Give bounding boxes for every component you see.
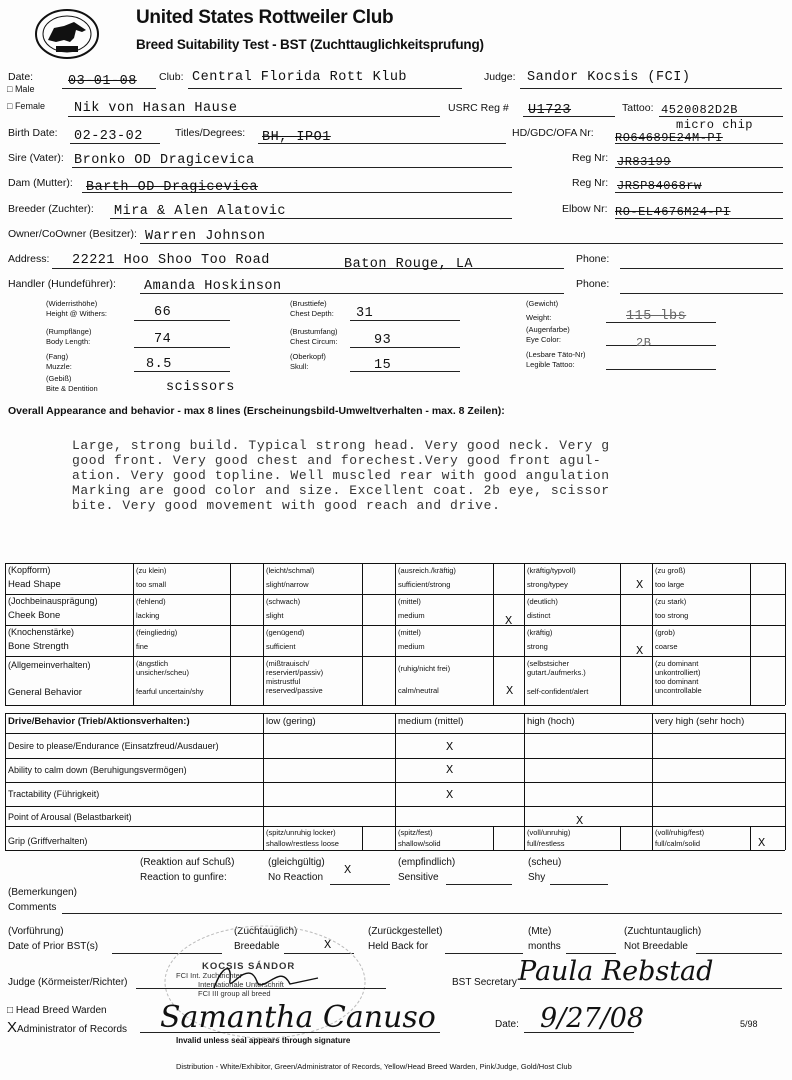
traits-divider	[5, 594, 785, 595]
trait-option	[266, 597, 300, 620]
drive-divider	[5, 782, 785, 783]
drive-col	[652, 713, 653, 850]
bite-de: (Gebiß)	[46, 374, 72, 383]
tattoo-value: 4520082D2B	[661, 103, 739, 117]
club-logo	[34, 8, 100, 60]
drive-mark: X	[576, 814, 584, 828]
dam-reg-value: JRSP84068rw	[617, 179, 702, 193]
head-warden-checkbox: □ Head Breed Warden	[7, 1005, 107, 1016]
option-en: lacking	[136, 611, 160, 620]
option-de: (zu groß)	[655, 566, 686, 575]
trait-option	[136, 628, 177, 651]
trait-option	[655, 659, 702, 695]
traits-divider	[5, 625, 785, 626]
not-breedable-en: Not Breedable	[624, 941, 688, 952]
appearance-line: ation. Very good topline. Well muscled rear with good angulation	[72, 468, 610, 483]
drive-divider	[5, 733, 785, 734]
length-de: (Rumpflänge)	[46, 327, 92, 336]
option-en: too small	[136, 580, 167, 589]
traits-border	[5, 705, 785, 706]
option-de: (spitz/fest)	[398, 828, 433, 837]
option-de: (kräftig)	[527, 628, 553, 637]
form-code: 5/98	[740, 1019, 758, 1029]
muzzle-value: 8.5	[146, 357, 172, 372]
handler-label: Handler (Hundeführer):	[8, 278, 116, 290]
date-value: 03-01-08	[68, 74, 137, 89]
option-de: gutart./aufmerks.)	[527, 668, 586, 677]
gunfire-o2-de: (empfindlich)	[398, 857, 456, 868]
eye-value: 2B	[636, 336, 652, 350]
traits-border	[5, 563, 6, 705]
judge-sign-label: Judge (Körmeister/Richter)	[8, 977, 128, 988]
option-de: reserviert/passiv)	[266, 668, 324, 677]
elbow-value: RO-EL4676M24-PI	[615, 205, 731, 219]
birth-label: Birth Date:	[8, 127, 58, 139]
owner-label: Owner/CoOwner (Besitzer):	[8, 228, 137, 240]
gunfire-o3-line	[550, 884, 608, 885]
address-label: Address:	[8, 253, 50, 265]
trait-option	[655, 628, 678, 651]
titles-label: Titles/Degrees:	[175, 127, 246, 139]
trait-option	[398, 628, 425, 651]
drive-heading: Drive/Behavior (Trieb/Aktionsverhalten:)	[8, 716, 190, 727]
stamp-line: Internationale Unterschrift	[198, 980, 284, 989]
grip-option	[527, 828, 570, 848]
administrator-row	[7, 1019, 127, 1036]
drive-row-label: Point of Arousal (Belastbarkeit)	[8, 812, 132, 822]
club-label: Club:	[159, 71, 184, 83]
option-en: too large	[655, 580, 685, 589]
judge-value: Sandor Kocsis (FCI)	[527, 70, 691, 85]
drive-col-low: low (gering)	[266, 716, 316, 727]
club-line	[188, 88, 462, 89]
sire-reg-label: Reg Nr:	[572, 152, 609, 164]
option-de: (feingliedrig)	[136, 628, 178, 637]
option-en: mistrustful	[266, 677, 301, 686]
drive-row-label: Desire to please/Endurance (Einsatzfreud/Ausdauer)	[8, 741, 219, 751]
administrator-mark: X	[7, 1019, 18, 1036]
trait-option	[655, 597, 688, 620]
trait-option	[527, 628, 552, 651]
handler-value: Amanda Hoskinson	[144, 279, 282, 294]
circ-label: Chest Circum:	[290, 337, 338, 346]
breedable-mark: X	[324, 938, 332, 952]
trait-option	[136, 566, 166, 589]
trait-option	[398, 566, 456, 589]
dog-name: Nik von Hasan Hause	[74, 101, 238, 116]
traits-col	[395, 563, 396, 705]
held-de: (Zurückgestellet)	[368, 926, 443, 937]
not-breedable-de: (Zuchtuntauglich)	[624, 926, 702, 937]
secretary-label: BST Secretary	[452, 977, 517, 988]
trait-option	[136, 597, 166, 620]
judge-signature	[208, 958, 338, 998]
club-title: United States Rottweiler Club	[136, 7, 394, 28]
option-en: slight/narrow	[266, 580, 309, 589]
option-de: (kräftig/typvoll)	[527, 566, 576, 575]
date-label: Date:	[8, 71, 34, 83]
appearance-heading: Overall Appearance and behavior - max 8 lines (Erscheinungsbild-Umweltverhalten - max. 8 Zeilen):	[8, 405, 505, 417]
head-warden-label: Head Breed Warden	[15, 1005, 107, 1016]
months-de: (Mte)	[528, 926, 552, 937]
address-city: Baton Rouge, LA	[344, 257, 474, 272]
drive-col	[362, 826, 363, 850]
held-line	[445, 953, 523, 954]
hd-note: micro chip	[676, 118, 754, 132]
option-de: unsicher/scheu)	[136, 668, 189, 677]
option-en: fine	[136, 642, 149, 651]
phone-label: Phone:	[576, 253, 610, 265]
grip-mark: X	[758, 836, 766, 850]
option-en: calm/neutral	[398, 686, 439, 695]
address-value: 22221 Hoo Shoo Too Road	[72, 253, 270, 268]
bone-strength-mark: X	[636, 644, 644, 658]
traits-border	[5, 563, 785, 564]
gunfire-o2-en: Sensitive	[398, 872, 439, 883]
height-line	[134, 320, 230, 321]
male-checkbox: □ Male	[7, 84, 35, 94]
option-en: shallow/restless loose	[266, 839, 339, 848]
circ-de: (Brustumfang)	[290, 327, 338, 336]
eye-label: Eye Color:	[526, 335, 562, 344]
address-line	[52, 268, 564, 269]
dog-name-line	[68, 116, 440, 117]
gunfire-o3-en: Shy	[528, 872, 546, 883]
option-de: (grob)	[655, 628, 676, 637]
traits-border	[785, 563, 786, 705]
phone2-label: Phone:	[576, 278, 610, 290]
drive-col	[750, 826, 751, 850]
drive-mark: X	[446, 763, 454, 777]
traits-col	[362, 563, 363, 705]
trait-option	[266, 628, 304, 651]
stamp-line: FCI Int. Zuchtrichter	[176, 971, 243, 980]
not-breedable-line	[696, 953, 782, 954]
option-de: (ängstlich	[136, 659, 169, 668]
secretary-signature: Paula Rebstad	[518, 956, 714, 987]
option-en: reserved/passive	[266, 686, 323, 695]
option-en: medium	[398, 611, 425, 620]
comments-line	[62, 913, 782, 914]
dam-reg-label: Reg Nr:	[572, 177, 609, 189]
drive-col-high: high (hoch)	[527, 716, 575, 727]
comments-de: (Bemerkungen)	[8, 887, 77, 898]
general-behavior-mark: X	[506, 684, 514, 698]
option-en: fearful uncertain/shy	[136, 687, 204, 696]
option-en: uncontrollable	[655, 686, 702, 695]
phone-line	[620, 268, 783, 269]
skull-value: 15	[374, 358, 392, 373]
trait-option	[527, 597, 558, 620]
option-en: distinct	[527, 611, 551, 620]
weight-label: Weight:	[526, 313, 552, 322]
appearance-line: Marking are good color and size. Excellent coat. 2b eye, scissor	[72, 483, 610, 498]
administrator-label: Administrator of Records	[17, 1024, 128, 1035]
gunfire-mark: X	[344, 863, 352, 877]
eye-de: (Augenfarbe)	[526, 325, 570, 334]
cheek-bone-mark: X	[505, 614, 513, 628]
option-en: sufficient/strong	[398, 580, 451, 589]
traits-col	[263, 563, 264, 705]
drive-col-very-high: very high (sehr hoch)	[655, 716, 745, 727]
head-shape-mark: X	[636, 578, 644, 592]
skull-de: (Oberkopf)	[290, 352, 326, 361]
breedable-en: Breedable	[234, 941, 280, 952]
breedable-de: (Zuchtauglich)	[234, 926, 298, 937]
hd-value: RO64689E24M-PI	[615, 131, 723, 145]
chest-value: 31	[356, 306, 374, 321]
option-en: too dominant	[655, 677, 699, 686]
appearance-line: bite. Very good movement with good reach and drive.	[72, 498, 501, 513]
option-de: (ruhig/nicht frei)	[398, 664, 451, 673]
length-value: 74	[154, 332, 172, 347]
drive-border	[5, 850, 785, 851]
male-label: Male	[14, 84, 35, 94]
traits-col	[620, 563, 621, 705]
drive-row-label: Tractability (Führigkeit)	[8, 789, 100, 799]
dam-label: Dam (Mutter):	[8, 177, 73, 189]
drive-divider	[5, 806, 785, 807]
administrator-signature: Samantha Canuso	[160, 1000, 436, 1035]
option-en: slight	[266, 611, 284, 620]
drive-border	[785, 713, 786, 850]
grip-option	[398, 828, 441, 848]
judge-label: Judge:	[484, 71, 516, 83]
sign-date-value: 9/27/08	[540, 1003, 645, 1034]
gunfire-o1-en: No Reaction	[268, 872, 324, 883]
phone2-line	[620, 293, 783, 294]
drive-border	[5, 713, 785, 714]
club-value: Central Florida Rott Klub	[192, 70, 408, 85]
legible-tattoo-label: Legible Tattoo:	[526, 360, 575, 369]
sire-label: Sire (Vater):	[8, 152, 64, 164]
circ-line	[350, 347, 460, 348]
comments-en: Comments	[8, 902, 57, 913]
drive-divider	[5, 826, 785, 827]
option-de: (schwach)	[266, 597, 301, 606]
months-en: months	[528, 941, 561, 952]
gunfire-o1-de: (gleichgültig)	[268, 857, 325, 868]
hd-label: HD/GDC/OFA Nr:	[512, 127, 594, 139]
grip-option	[266, 828, 339, 848]
bite-label: Bite & Dentition	[46, 384, 98, 393]
gunfire-o3-de: (scheu)	[528, 857, 562, 868]
option-de: (selbstsicher	[527, 659, 570, 668]
prior-en: Date of Prior BST(s)	[8, 941, 99, 952]
trait-de: (Jochbeinausprägung)	[8, 596, 98, 606]
owner-value: Warren Johnson	[145, 229, 266, 244]
titles-value: BH, IPO1	[262, 130, 331, 145]
grip-option	[655, 828, 704, 848]
weight-value: 115 lbs	[626, 309, 687, 324]
option-de: (deutlich)	[527, 597, 558, 606]
circ-value: 93	[374, 333, 392, 348]
traits-divider	[5, 656, 785, 657]
option-en: shallow/solid	[398, 839, 441, 848]
grip-label: Grip (Griffverhalten)	[8, 836, 88, 846]
drive-col	[524, 713, 525, 850]
trait-option	[527, 659, 588, 696]
usrc-label: USRC Reg #	[448, 102, 509, 114]
appearance-text	[72, 438, 784, 513]
sign-date-label: Date:	[495, 1019, 519, 1030]
option-de: (zu stark)	[655, 597, 687, 606]
skull-line	[350, 371, 460, 372]
option-en: full/calm/solid	[655, 839, 701, 848]
drive-col	[395, 713, 396, 850]
trait-option	[136, 659, 204, 696]
tattoo-de: (Lesbare Täto-Nr)	[526, 350, 586, 359]
option-de: (voll/unruhig)	[527, 828, 571, 837]
appearance-line: good front. Very good chest and forechest.Very good front agul-	[72, 453, 602, 468]
female-checkbox: □ Female	[7, 101, 45, 111]
skull-label: Skull:	[290, 362, 309, 371]
length-label: Body Length:	[46, 337, 91, 346]
drive-divider	[5, 758, 785, 759]
gunfire-o1-line	[330, 884, 390, 885]
drive-col	[263, 713, 264, 850]
sire-value: Bronko OD Dragicevica	[74, 153, 255, 168]
option-de: (zu klein)	[136, 566, 167, 575]
option-de: (zu dominant	[655, 659, 699, 668]
weight-de: (Gewicht)	[526, 299, 559, 308]
legible-tattoo-line	[606, 369, 716, 370]
option-de: (mittel)	[398, 628, 421, 637]
birth-value: 02-23-02	[74, 129, 143, 144]
form-title: Breed Suitability Test - BST (Zuchttauglichkeitsprufung)	[136, 37, 484, 52]
dam-value: Barth OD Dragicevica	[86, 180, 259, 195]
eye-line	[606, 345, 716, 346]
option-en: medium	[398, 642, 425, 651]
drive-border	[5, 713, 6, 850]
option-en: coarse	[655, 642, 678, 651]
drive-col-medium: medium (mittel)	[398, 716, 464, 727]
trait-option	[398, 597, 425, 620]
drive-mark: X	[446, 740, 454, 754]
trait-de: (Knochenstärke)	[8, 627, 75, 637]
chest-de: (Brusttiefe)	[290, 299, 327, 308]
traits-col	[652, 563, 653, 705]
stamp-name: KOCSIS SÁNDOR	[202, 961, 296, 972]
drive-row-label: Ability to calm down (Beruhigungsvermögen)	[8, 765, 187, 775]
trait-option	[266, 566, 314, 589]
option-en: self-confident/alert	[527, 687, 589, 696]
trait-de: (Allgemeinverhalten)	[8, 660, 91, 670]
drive-mark: X	[446, 788, 454, 802]
trait-en: Bone Strength	[8, 641, 69, 652]
trait-option	[398, 664, 450, 695]
traits-col	[750, 563, 751, 705]
secretary-line	[520, 988, 782, 989]
option-de: (mißtrauisch/	[266, 659, 310, 668]
months-line	[566, 953, 616, 954]
stamp-line: FCI III group all breed	[198, 989, 271, 998]
trait-en: Head Shape	[8, 579, 61, 590]
traits-col	[230, 563, 231, 705]
prior-de: (Vorführung)	[8, 926, 64, 937]
traits-col	[493, 563, 494, 705]
trait-option	[527, 566, 576, 589]
breeder-label: Breeder (Zuchter):	[8, 203, 94, 215]
judge-line	[520, 88, 782, 89]
tattoo-label: Tattoo:	[622, 102, 654, 114]
option-en: strong/typey	[527, 580, 568, 589]
breeder-value: Mira & Alen Alatovic	[114, 204, 287, 219]
length-line	[134, 347, 230, 348]
bite-value: scissors	[166, 380, 235, 395]
trait-en: General Behavior	[8, 687, 82, 698]
muzzle-de: (Fang)	[46, 352, 69, 361]
option-de: (voll/ruhig/fest)	[655, 828, 705, 837]
drive-col	[493, 826, 494, 850]
elbow-label: Elbow Nr:	[562, 203, 608, 215]
option-de: unkontrolliert)	[655, 668, 701, 677]
muzzle-label: Muzzle:	[46, 362, 72, 371]
seal-note: Invalid unless seal appears through signature	[176, 1036, 351, 1045]
option-en: full/restless	[527, 839, 565, 848]
trait-de: (Kopfform)	[8, 565, 51, 575]
option-de: (fehlend)	[136, 597, 166, 606]
trait-option	[266, 659, 323, 695]
gunfire-de: (Reaktion auf Schuß)	[140, 857, 235, 868]
traits-col	[524, 563, 525, 705]
option-de: (mittel)	[398, 597, 421, 606]
option-de: (leicht/schmal)	[266, 566, 315, 575]
appearance-line: Large, strong build. Typical strong head. Very good neck. Very g	[72, 438, 610, 453]
usrc-value: U1723	[528, 103, 572, 118]
gunfire-o2-line	[446, 884, 512, 885]
height-label: Height @ Withers:	[46, 309, 107, 318]
female-label: Female	[14, 101, 45, 111]
trait-en: Cheek Bone	[8, 610, 61, 621]
option-de: (spitz/unruhig locker)	[266, 828, 336, 837]
gunfire-en: Reaction to gunfire:	[140, 872, 227, 883]
option-de: (ausreich./kräftig)	[398, 566, 456, 575]
option-en: too strong	[655, 611, 689, 620]
distribution-footer: Distribution - White/Exhibitor, Green/Administrator of Records, Yellow/Head Breed Warden, Pink/Judge, Gold/Host Club	[176, 1062, 572, 1071]
option-en: strong	[527, 642, 548, 651]
height-de: (Widerristhöhe)	[46, 299, 98, 308]
trait-option	[655, 566, 685, 589]
held-en: Held Back for	[368, 941, 429, 952]
option-en: sufficient	[266, 642, 296, 651]
traits-col	[133, 563, 134, 705]
sire-reg-value: JR83199	[617, 155, 671, 169]
chest-label: Chest Depth:	[290, 309, 334, 318]
option-de: (genügend)	[266, 628, 305, 637]
height-value: 66	[154, 305, 172, 320]
drive-col	[620, 826, 621, 850]
